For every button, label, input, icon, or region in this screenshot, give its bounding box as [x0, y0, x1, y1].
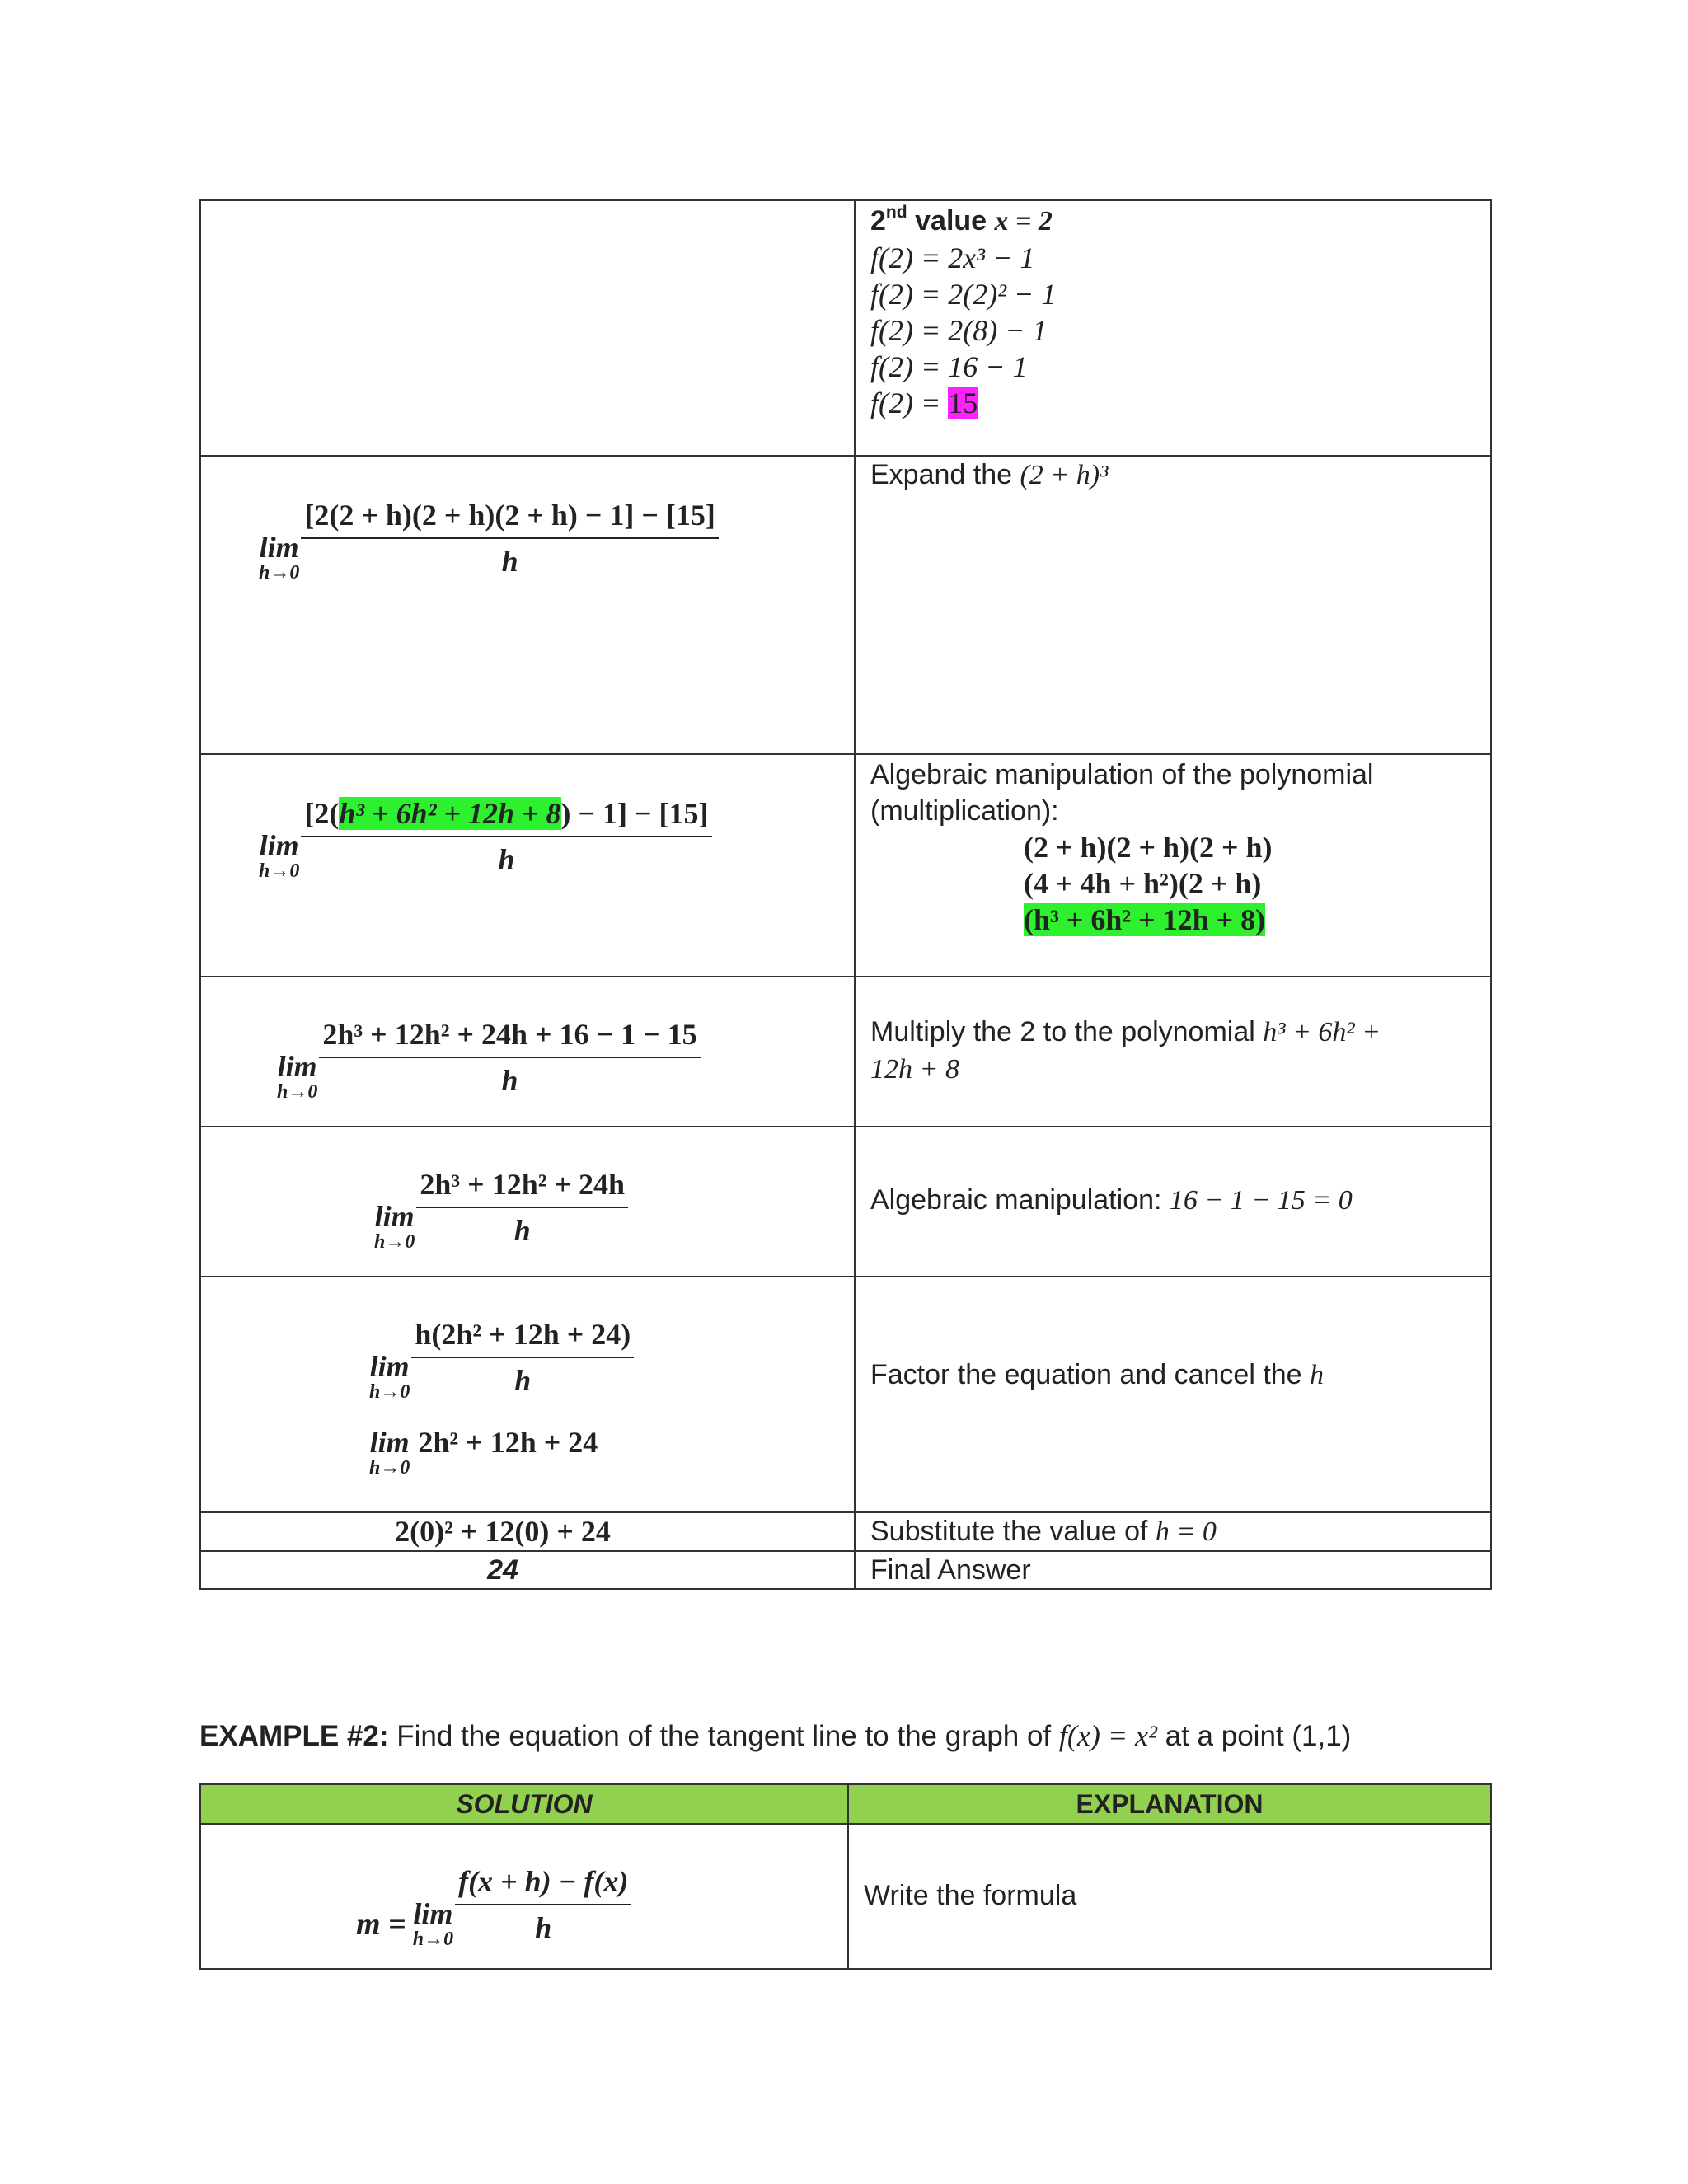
denominator: h	[319, 1057, 700, 1099]
explanation-cell: Expand the (2 + h)³	[855, 456, 1491, 754]
solution-cell	[200, 1277, 855, 1512]
limit-operator: lim h→0	[374, 1200, 415, 1253]
header-solution: SOLUTION	[200, 1784, 848, 1824]
denominator: h	[455, 1904, 631, 1947]
explanation-cell	[855, 1551, 1491, 1589]
fraction	[416, 1165, 628, 1249]
expanded-highlight: h³ + 6h² + 12h + 8	[339, 797, 561, 830]
limit-expression	[259, 791, 712, 882]
table-header-row	[200, 1784, 1491, 1824]
expansion-result-highlight: (h³ + 6h² + 12h + 8)	[1024, 903, 1266, 936]
limit-operator: lim h→0	[369, 1350, 410, 1403]
example2-table	[199, 1783, 1492, 1970]
denominator: h	[416, 1207, 628, 1249]
limit-expression	[369, 1427, 598, 1479]
limit-operator: lim h→0	[369, 1426, 410, 1479]
table-row	[200, 456, 1491, 754]
example-heading: EXAMPLE #2: Find the equation of the tangent line to the graph of f(x) = x² at a point (1,1)	[199, 1719, 1352, 1752]
header-explanation: EXPLANATION	[848, 1784, 1491, 1824]
table-row	[200, 1512, 1491, 1551]
denominator: h	[301, 836, 711, 879]
limit-expression	[259, 493, 719, 583]
slope-prefix: m =	[356, 1907, 406, 1942]
table-row	[200, 1824, 1491, 1969]
explanation-cell: Algebraic manipulation: 16 − 1 − 15 = 0	[855, 1127, 1491, 1277]
final-answer-value: 24	[487, 1554, 518, 1586]
second-value-heading: 2nd value x = 2	[870, 202, 1053, 237]
result-highlight: 15	[948, 387, 978, 419]
solution-cell	[200, 977, 855, 1127]
limit-body: 2h² + 12h + 24	[418, 1426, 598, 1459]
limit-expression	[277, 1012, 701, 1103]
example-label: EXAMPLE #2:	[199, 1720, 389, 1752]
explanation-cell: Algebraic manipulation of the polynomial (multiplication): (2 + h)(2 + h)(2 + h) (4 + 4h + h²)(2 + h) (h³ + 6h² + 12h + 8)	[855, 754, 1491, 977]
eval-line: f(2) = 16 − 1	[870, 350, 1028, 383]
numerator: f(x + h) − f(x)	[458, 1865, 629, 1898]
eval-line: f(2) = 2x³ − 1	[870, 241, 1035, 274]
numerator: [2(2 + h)(2 + h)(2 + h) − 1] − [15]	[304, 499, 715, 532]
eval-result: f(2) = 15	[870, 387, 978, 419]
explanation-cell	[848, 1824, 1491, 1969]
limit-operator: lim h→0	[259, 531, 300, 583]
slope-formula	[356, 1859, 631, 1950]
numerator: h(2h² + 12h + 24)	[415, 1318, 631, 1351]
eval-line: f(2) = 2(2)² − 1	[870, 278, 1057, 311]
table-row	[200, 977, 1491, 1127]
table-row	[200, 754, 1491, 977]
explanation-cell: Substitute the value of h = 0	[855, 1512, 1491, 1551]
expansion-step: (2 + h)(2 + h)(2 + h)	[1024, 831, 1273, 864]
explanation-cell	[855, 200, 1491, 456]
limit-operator: lim h→0	[259, 829, 300, 882]
table-row	[200, 1277, 1491, 1512]
solution-cell	[200, 1824, 848, 1969]
limit-expression	[374, 1162, 628, 1253]
solution-cell	[200, 200, 855, 456]
solution-cell	[200, 1551, 855, 1589]
solution-cell	[200, 456, 855, 754]
explanation-cell: Multiply the 2 to the polynomial h³ + 6h² + 12h + 8	[855, 977, 1491, 1127]
fraction	[411, 1315, 634, 1399]
fraction	[319, 1015, 700, 1099]
numerator: 2h³ + 12h² + 24h + 16 − 1 − 15	[322, 1018, 697, 1051]
numerator: 2h³ + 12h² + 24h	[420, 1168, 626, 1201]
fraction	[301, 794, 711, 879]
fraction	[455, 1863, 631, 1947]
table-row	[200, 200, 1491, 456]
limit-operator: lim h→0	[277, 1050, 318, 1103]
table-row	[200, 1127, 1491, 1277]
final-answer-label: Final Answer	[870, 1554, 1031, 1586]
denominator: h	[411, 1357, 634, 1399]
limit-operator: lim h→0	[412, 1897, 454, 1950]
solution-cell	[200, 1512, 855, 1551]
numerator: [2(h³ + 6h² + 12h + 8) − 1] − [15]	[304, 797, 709, 830]
table-row	[200, 1551, 1491, 1589]
expansion-step: (4 + 4h + h²)(2 + h)	[1024, 867, 1262, 900]
solution-table	[199, 199, 1492, 1590]
eval-line: f(2) = 2(8) − 1	[870, 314, 1048, 347]
solution-cell	[200, 1127, 855, 1277]
denominator: h	[301, 537, 719, 580]
substitution-expression: 2(0)² + 12(0) + 24	[395, 1515, 611, 1548]
limit-expression	[369, 1312, 634, 1403]
fraction	[301, 496, 719, 580]
explanation-cell: Factor the equation and cancel the h	[855, 1277, 1491, 1512]
explanation-text: Write the formula	[864, 1880, 1077, 1911]
solution-cell	[200, 754, 855, 977]
